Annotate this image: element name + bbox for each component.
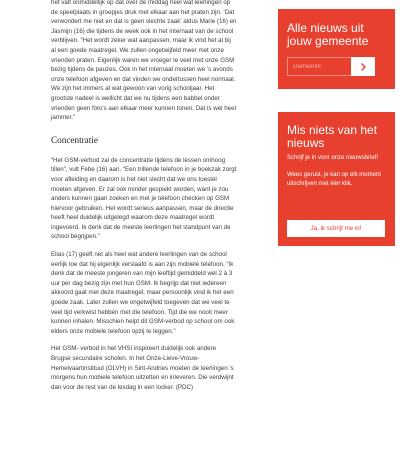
chevron-right-icon (358, 62, 368, 72)
article-paragraph: “Het GSM-verbod zal de concentratie tijdens de lessen omhoog tillen”, vult Febe (16) aan. “Een trillende telefoon in je boekzak zorgt voor afleiding en daarom is het niet slecht dat we ons toestel moeten afgeven. Er zal ook minder gespiekt worden, want je zou anders kunnen gaan zoeken en met je telefoon checken op GSM hiervoor gebruiken. Het wordt serieus aanpassen, maar de directie heeft heel duidelijk uitgelegd waarom deze maatregel wordt ingevoerd. Ik denk dat de meeste leerlingen het standpunt van de school begrijpen.” (51, 156, 237, 241)
article-subheading: Concentratie (51, 134, 98, 145)
article-body (51, 0, 237, 400)
article-paragraph: Het GSM- verbod in het VHSI inspireert duidelijk ook andere Brugse secundaire scholen. In het Onze-Lieve-Vrouw-Hemelvaartinstituut (OLVH) in Sint-Andries moeten de leerlingen ’s morgens hun mobiele telefoon uitzetten en inleveren. Die verdwijnt dan voor de rest van de lesdag in een locker. (PDC) (51, 345, 234, 391)
newsletter-text: Schrijf je in voor onze nieuwsbrief! (287, 155, 379, 161)
local-news-box (278, 9, 395, 89)
newsletter-disclaimer: Wees gerust, je kan op elk moment uitschrijven met één klik. (287, 172, 381, 187)
article-paragraph: het valt onmiddellijk op dat over de middag heel wat leerlingen op de speelplaats in groepjes druk met elkaar aan het praten zijn. ‘Dat verwondert me niet en dat is geen slechte zaak’ aldus Marie (16) en Jasmijn (16) die tijdens de week ook in het internaat van de school verblijven. “Het wordt zeker wat aanpassen, maar ik vind het al bij al een goede maatregel. We zullen ongetwijfeld meer met onze vrienden praten. Eigenlijk waren we vroeger te veel met onze GSM bezig tijdens de pauzes. Ook in het internaat moeten we ’s avonds onze telefoon afgeven en dat vinden we ondertussen heel normaal. We zijn het immers al wat gewoon van vorig schooljaar. Het grootste nadeel is wellicht dat we nu tijdens een babbel onder vrienden geen foto’s aan elkaar meer kunnen tonen. Dat is wel heel jammer.” (51, 0, 237, 122)
newsletter-subscribe-button[interactable]: Ja, ik schrijf me in! (287, 220, 385, 237)
search-submit-button[interactable] (351, 57, 375, 76)
newsletter-box (278, 112, 395, 246)
newsletter-title: Mis niets van het nieuws (287, 123, 378, 150)
local-news-title: Alle nieuws uit jouw gemeente (287, 21, 369, 48)
municipality-search (287, 57, 375, 76)
municipality-search-input[interactable] (287, 57, 351, 76)
article-paragraph: Elias (17) geeft net als heel wat andere leerlingen van de school eerlijk toe dat hij eigenlijk verslaafd is aan zijn mobiele telefoon. “Ik denk dat de meeste jongeren van mijn leeftijd gemiddeld wel 2 à 3 uur per dag bezig zijn met hun GSM. Ik begrijp dat niet iedereen akkoord gaat met deze maatregel, maar persoonlijk vind ik het een goede zaak. Later zullen we ongetwijfeld toegeven dat we veel te veel tijd verkwist hebben met die telefoon. Tijd die we nooit meer kunnen inhalen. Misschien helpt dit GSM-verbod op school om ook elders onze mobiele telefoon opzij te leggen.” (51, 251, 235, 335)
